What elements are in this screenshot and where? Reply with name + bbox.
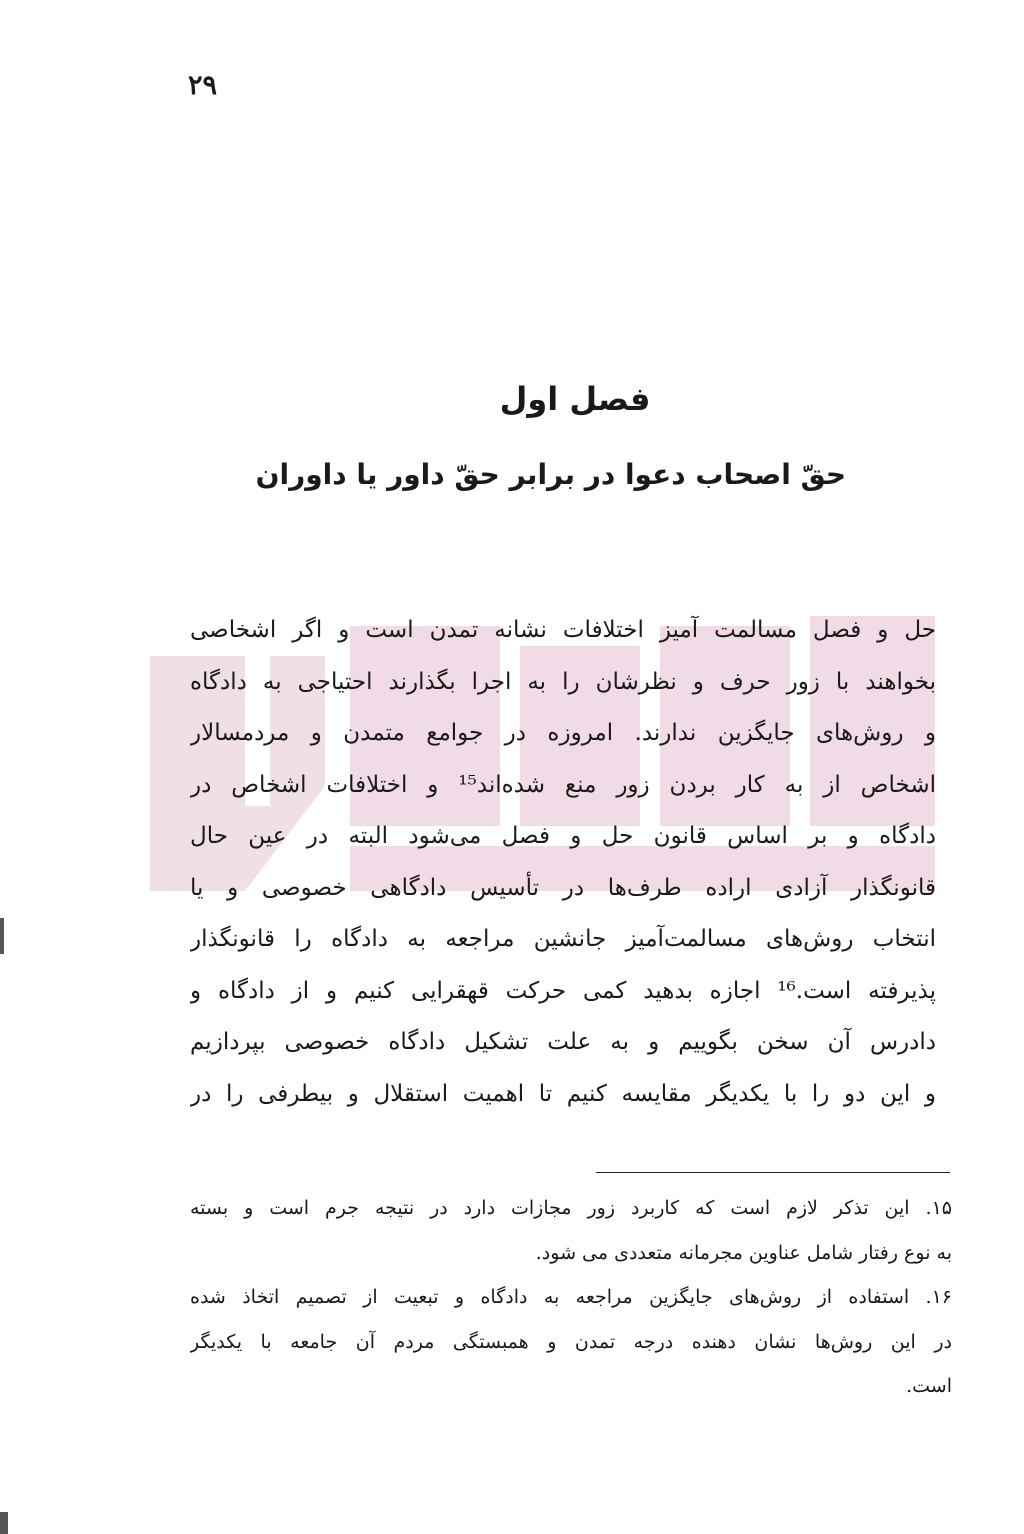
footnote-line: در این روش‌ها نشان دهنده درجه تمدن و همبستگی مردم آن جامعه با یکدیگر [190, 1330, 952, 1353]
chapter-subtitle: حقّ اصحاب دعوا در برابر حقّ داور یا داوران [255, 458, 846, 491]
text-line: و روش‌های جایگزین ندارند. امروزه در جوامع متمدن و مردمسالار [190, 720, 936, 746]
page-number: ۲۹ [188, 70, 218, 101]
body-paragraph [190, 612, 936, 1127]
text-line: پذیرفته است.¹⁶ اجازه بدهید کمی حرکت قهقرایی کنیم و از دادگاه و [190, 977, 936, 1004]
text-line: قانونگذار آزادی اراده طرف‌ها در تأسیس دادگاهی خصوصی و یا [190, 874, 936, 901]
chapter-title: فصل اول [499, 380, 651, 418]
text-line: اشخاص از به کار بردن زور منع شده‌اند¹⁵ و اختلافات اشخاص در [190, 771, 936, 798]
footnotes [190, 1192, 952, 1415]
text-line: و این دو را با یکدیگر مقایسه کنیم تا اهمیت استقلال و بیطرفی را در [190, 1080, 936, 1107]
text-line: دادرس آن سخن بگوییم و به علت تشکیل دادگاه خصوصی بپردازیم [190, 1029, 936, 1055]
text-line: بخواهند با زور حرف و نظرشان را به اجرا بگذارند احتیاجی به دادگاه [190, 668, 936, 695]
text-line: حل و فصل مسالمت آمیز اختلافات نشانه تمدن است و اگر اشخاصی [190, 617, 936, 643]
footnote-line: ۱۶. استفاده از روش‌های جایگزین مراجعه به دادگاه و تبعیت از تصمیم اتخاذ شده [190, 1286, 952, 1308]
scan-edge-mark [0, 1512, 8, 1534]
text-line: انتخاب روش‌های مسالمت‌آمیز جانشین مراجعه به دادگاه را قانونگذار [190, 926, 936, 952]
footnote-line: ۱۵. این تذکر لازم است که کاربرد زور مجازات دارد در نتیجه جرم است و بسته [190, 1197, 952, 1219]
text-line: دادگاه و بر اساس قانون حل و فصل می‌شود البته در عین حال [190, 823, 936, 849]
footnote-line: است. [906, 1375, 952, 1397]
scan-edge-mark [0, 918, 4, 954]
footnote-line: به نوع رفتار شامل عناوین مجرمانه متعددی می شود. [535, 1241, 952, 1264]
footnote-separator [596, 1172, 950, 1173]
